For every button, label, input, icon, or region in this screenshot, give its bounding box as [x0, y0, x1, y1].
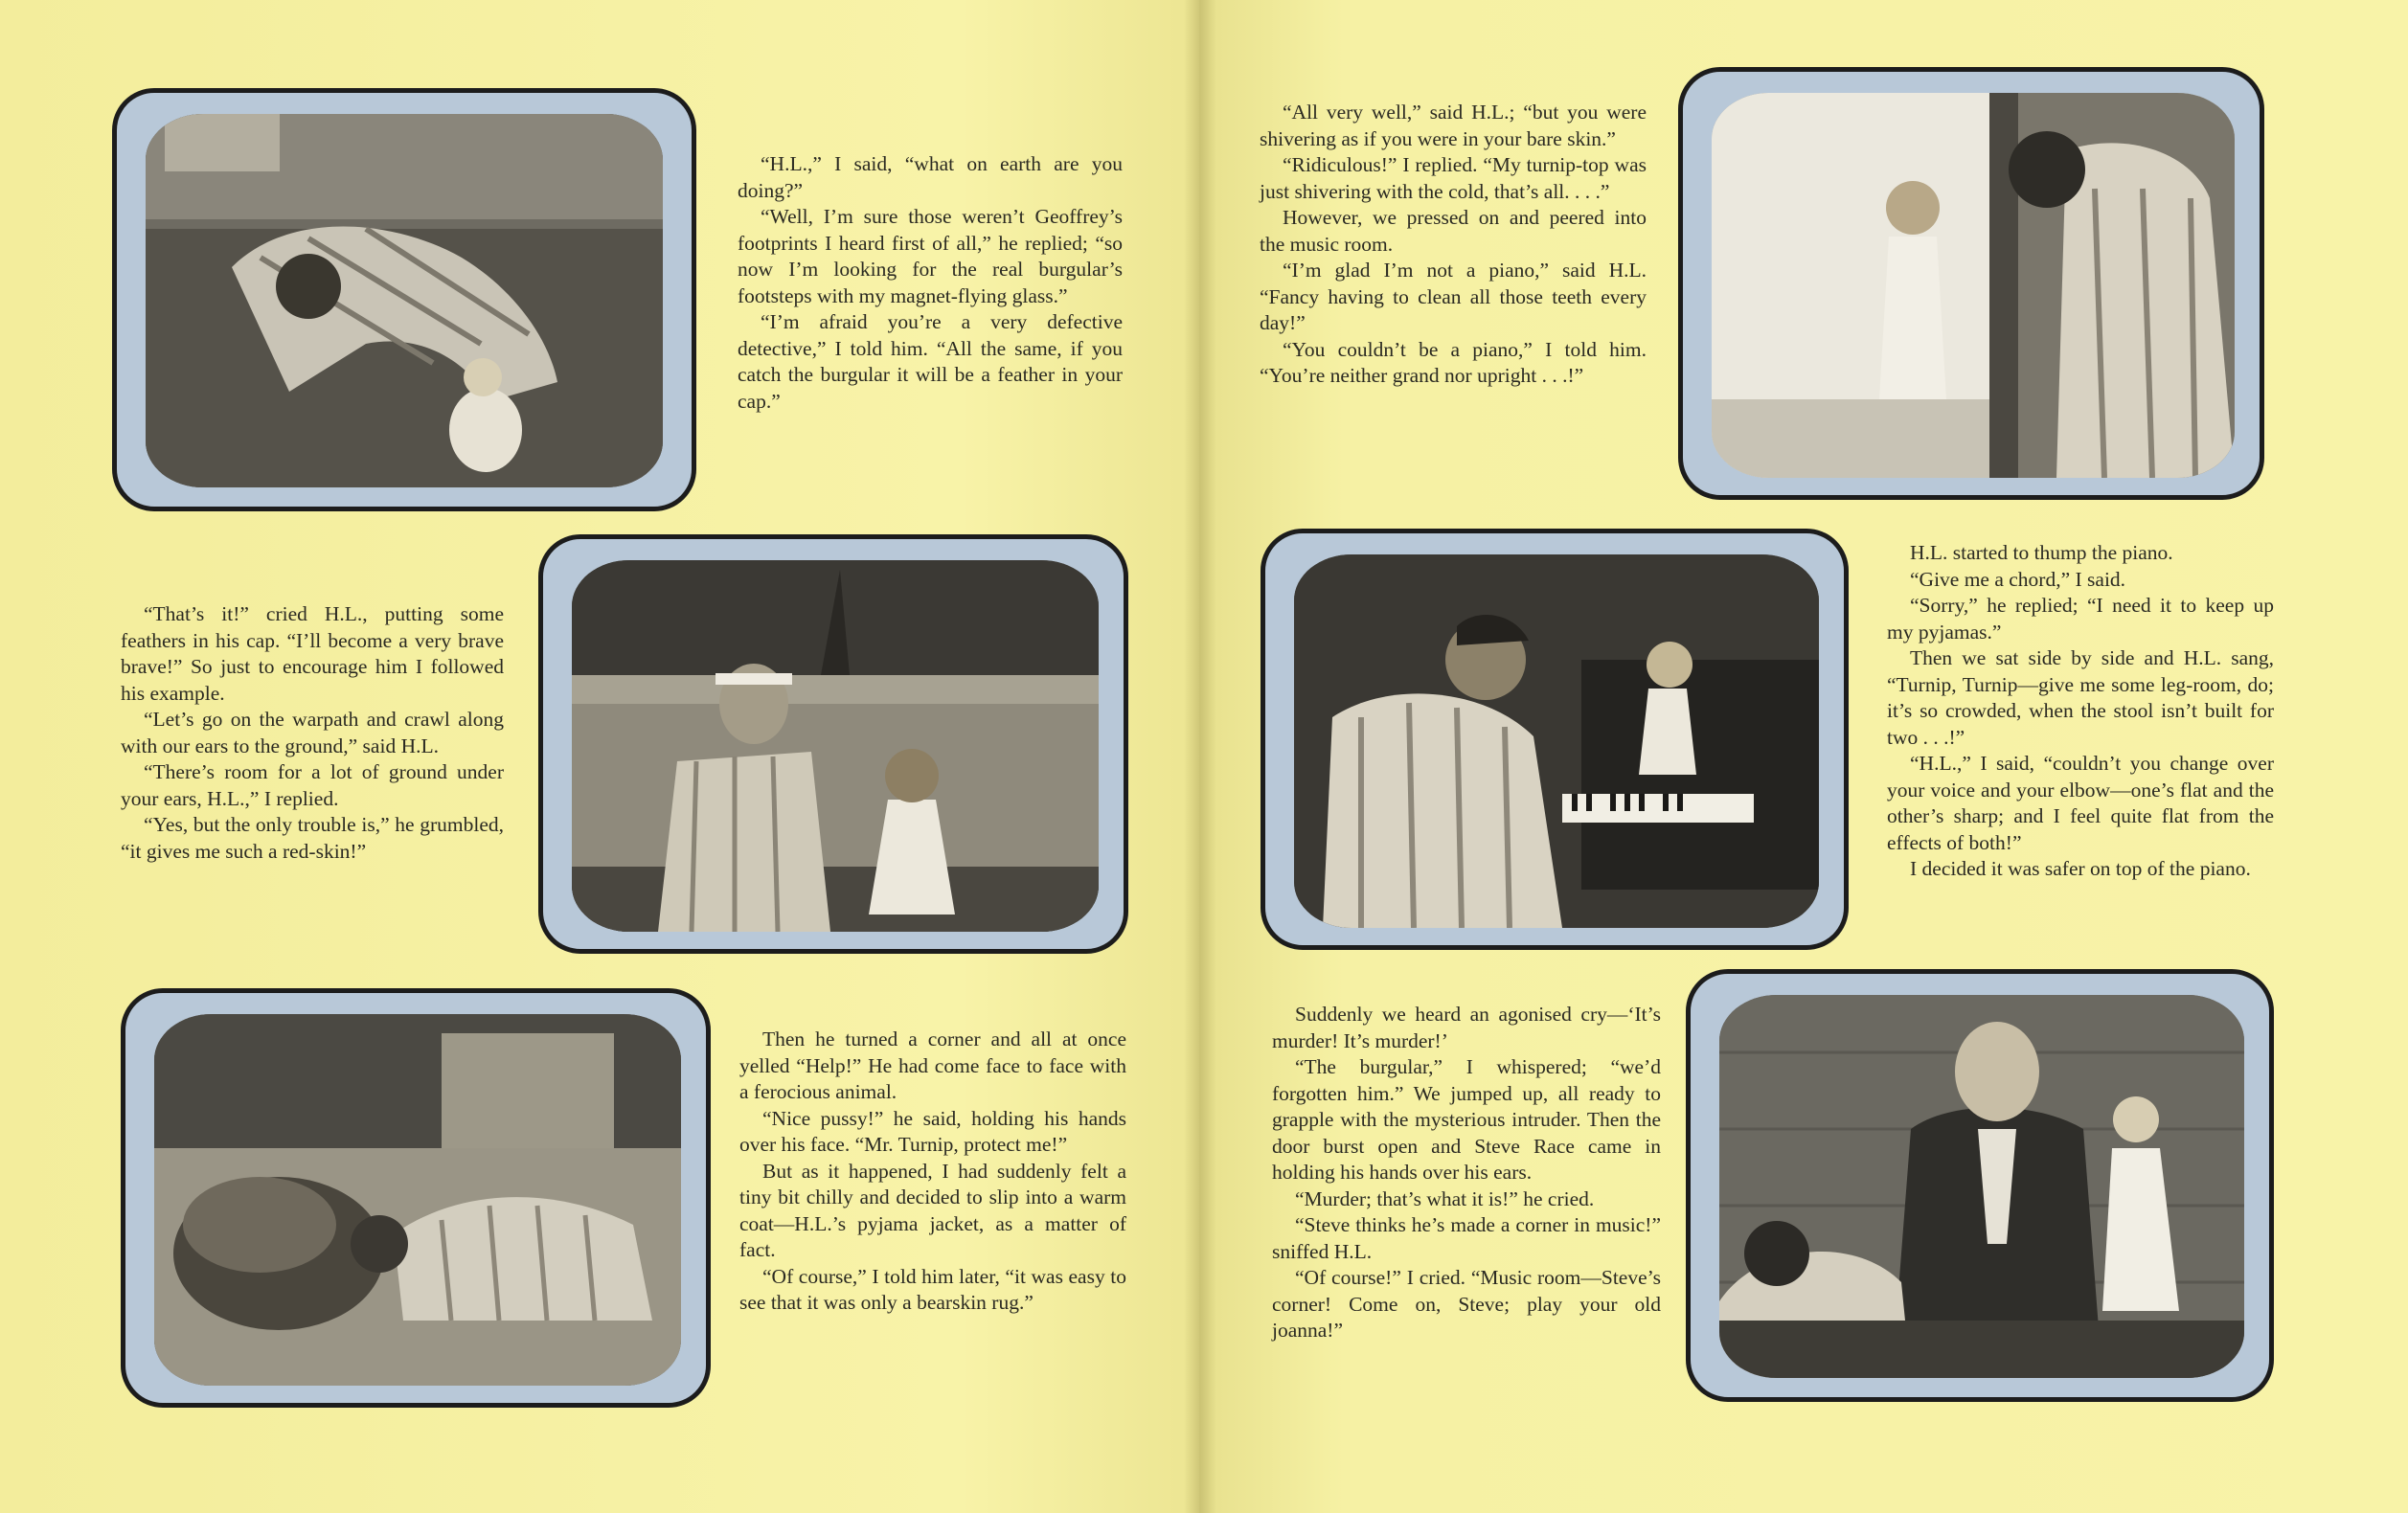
paragraph: “Steve thinks he’s made a corner in music!” sniffed H.L. — [1272, 1213, 1661, 1263]
paragraph: Then we sat side by side and H.L. sang, “Turnip, Turnip—give me some leg-room, do; it’s so crowded, when the stool isn’t built for two . . .!” — [1887, 646, 2274, 749]
paragraph: “H.L.,” I said, “what on earth are you doing?” — [738, 152, 1123, 202]
paragraph: “Yes, but the only trouble is,” he grumbled, “it gives me such a red-skin!” — [121, 813, 504, 863]
photo-frame-doorway — [1678, 67, 2264, 500]
paragraph: “The burgular,” I whispered; “we’d forgotten him.” We jumped up, all ready to grapple with the mysterious intruder. Then the door burst open and Steve Race came in holding his hands over his ears. — [1272, 1055, 1661, 1184]
story-text-left-1 — [738, 151, 1123, 415]
paragraph: “Of course!” I cried. “Music room—Steve’s corner! Come on, Steve; play your old joanna!” — [1272, 1266, 1661, 1342]
story-text-right-2 — [1887, 540, 2274, 883]
paragraph: “Nice pussy!” he said, holding his hands over his face. “Mr. Turnip, protect me!” — [739, 1106, 1126, 1156]
paragraph: Then he turned a corner and all at once yelled “Help!” He had come face to face with a ferocious animal. — [739, 1027, 1126, 1103]
paragraph: “Let’s go on the warpath and crawl along with our ears to the ground,” said H.L. — [121, 708, 504, 757]
paragraph: “I’m glad I’m not a piano,” said H.L. “Fancy having to clean all those teeth every day!” — [1260, 259, 1647, 334]
paragraph: “Of course,” I told him later, “it was easy to see that it was only a bearskin rug.” — [739, 1264, 1126, 1314]
photo-magnifying-glass — [146, 114, 663, 487]
paragraph: “That’s it!” cried H.L., putting some feathers in his cap. “I’ll become a very brave brave!” So just to encourage him I followed his example. — [121, 602, 504, 705]
photo-bearskin-rug — [154, 1014, 681, 1386]
story-text-right-3 — [1272, 1002, 1661, 1344]
photo-frame-piano — [1261, 529, 1849, 950]
paragraph: “Give me a chord,” I said. — [1910, 567, 2126, 591]
photo-feathers — [572, 560, 1099, 932]
paragraph: “There’s room for a lot of ground under your ears, H.L.,” I replied. — [121, 760, 504, 810]
photo-piano — [1294, 554, 1819, 928]
photo-steve-race — [1719, 995, 2244, 1378]
photo-frame-bearskin — [121, 988, 711, 1408]
paragraph: I decided it was safer on top of the piano. — [1910, 857, 2251, 880]
book-gutter — [1184, 0, 1216, 1513]
photo-frame-feathers — [538, 534, 1128, 954]
paragraph: “All very well,” said H.L.; “but you were shivering as if you were in your bare skin.” — [1260, 101, 1647, 150]
photo-frame-magnifying — [112, 88, 696, 511]
story-text-right-1 — [1260, 100, 1647, 390]
photo-frame-steve — [1686, 969, 2274, 1402]
paragraph: Suddenly we heard an agonised cry—‘It’s murder! It’s murder!’ — [1272, 1003, 1661, 1052]
story-text-left-2 — [121, 601, 504, 865]
paragraph: “Ridiculous!” I replied. “My turnip-top was just shivering with the cold, that’s all. . . .” — [1260, 153, 1647, 203]
paragraph: However, we pressed on and peered into the music room. — [1260, 206, 1647, 256]
paragraph: “H.L.,” I said, “couldn’t you change over your voice and your elbow—one’s flat and the other’s sharp; and I feel quite flat from the effects of both!” — [1887, 752, 2274, 854]
paragraph: H.L. started to thump the piano. — [1910, 541, 2173, 564]
paragraph: “Murder; that’s what it is!” he cried. — [1295, 1186, 1595, 1210]
paragraph: But as it happened, I had suddenly felt a tiny bit chilly and decided to slip into a warm coat—H.L.’s pyjama jacket, as a matter of fact. — [739, 1159, 1126, 1261]
paragraph: “You couldn’t be a piano,” I told him. “You’re neither grand nor upright . . .!” — [1260, 337, 1647, 387]
paragraph: “I’m afraid you’re a very defective detective,” I told him. “All the same, if you catch the burgular it will be a feather in your cap.” — [738, 310, 1123, 413]
photo-doorway — [1712, 93, 2235, 478]
story-text-left-3 — [739, 1027, 1126, 1317]
paragraph: “Sorry,” he replied; “I need it to keep up my pyjamas.” — [1887, 594, 2274, 644]
paragraph: “Well, I’m sure those weren’t Geoffrey’s footprints I heard first of all,” he replied; “so now I’m looking for the real burgular’s footsteps with my magnet-flying glass.” — [738, 205, 1123, 307]
